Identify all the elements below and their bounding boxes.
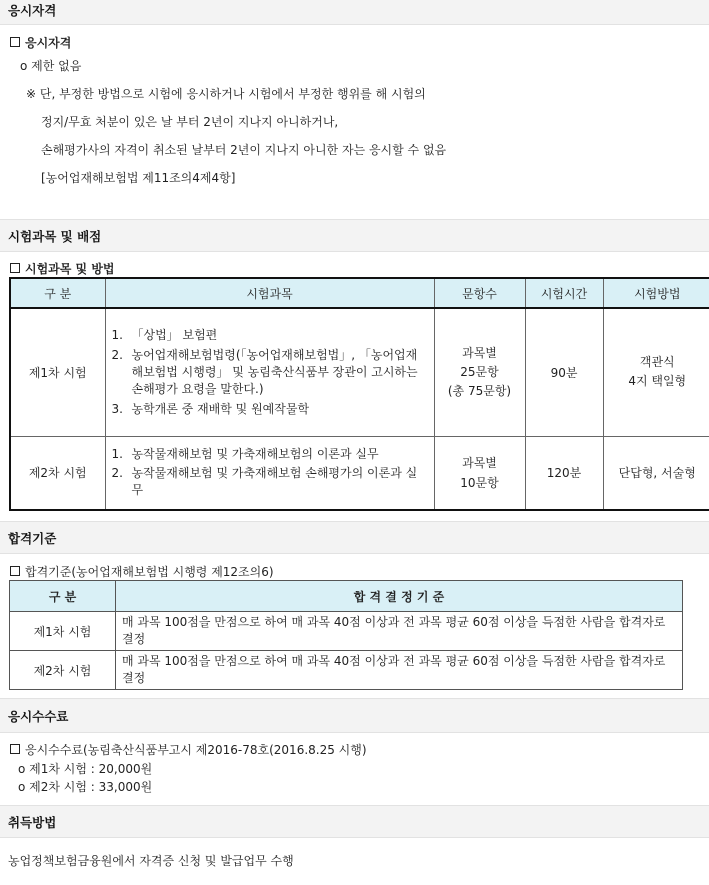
square-bullet-icon [10, 566, 20, 576]
table-row [10, 612, 683, 651]
list-item: 1. 농작물재해보험 및 가축재해보험의 이론과 실무 [111, 447, 379, 462]
section-header-pass [0, 521, 709, 554]
section-header-acquisition [0, 805, 709, 838]
header-criteria: 합 격 결 정 기 준 [116, 581, 683, 612]
table-header-row [10, 581, 683, 612]
stage-cell: 제2차 시험 [10, 651, 116, 690]
stage-cell: 제1차 시험 [10, 612, 116, 651]
section-header-qualification [0, 0, 709, 25]
subjects-cell [105, 308, 434, 436]
section-title: 취득방법 [8, 814, 57, 830]
section-title: 시험과목 및 배점 [8, 228, 102, 244]
criteria-cell: 매 과목 100점을 만점으로 하여 매 과목 40점 이상과 전 과목 평균 60점 이상을 득점한 사람을 합격자로 결정 [116, 612, 683, 651]
section-title: 응시자격 [8, 2, 57, 18]
header-method: 시험방법 [603, 278, 709, 308]
stage-cell: 제2차 시험 [10, 436, 105, 510]
exam-subheading: 시험과목 및 방법 [10, 260, 115, 277]
pass-subheading: 합격기준(농어업재해보험법 시행령 제12조의6) [10, 563, 274, 580]
section-header-exam [0, 219, 709, 252]
note-line: ※ 단, 부정한 방법으로 시험에 응시하거나 시험에서 부정한 행위를 해 시험의 [26, 87, 426, 101]
section-title: 응시수수료 [8, 708, 69, 724]
pass-criteria-table [9, 580, 683, 690]
list-item: 2. 농어업재해보험법령(「농어업재해보험법」, 「농어업재해보험법 시행령」 및 농림축산식품부 장관이 고시하는 손해평가 요령을 말한다.) [111, 347, 418, 396]
square-bullet-icon [10, 263, 20, 273]
law-reference: [농어업재해보험법 제11조의4제4항] [41, 171, 236, 185]
method-cell: 단답형, 서술형 [603, 436, 709, 510]
time-cell: 120분 [525, 436, 603, 510]
no-limit-text: o 제한 없음 [20, 59, 82, 73]
acquisition-text: 농업정책보험금융원에서 자격증 신청 및 발급업무 수행 [8, 854, 294, 868]
header-subjects: 시험과목 [105, 278, 434, 308]
fee-item: o 제1차 시험 : 20,000원 [18, 762, 153, 776]
list-item: 3. 농학개론 중 재배학 및 원예작물학 [111, 401, 310, 416]
list-item: 1. 「상법」 보험편 [111, 327, 218, 342]
qualification-subheading: 응시자격 [10, 34, 71, 51]
section-header-fee [0, 698, 709, 733]
note-line: 손해평가사의 자격이 취소된 날부터 2년이 지나지 아니한 자는 응시할 수 없음 [41, 143, 447, 157]
questions-cell: 과목별 25문항 (총 75문항) [434, 308, 525, 436]
table-row [10, 308, 709, 436]
time-cell: 90분 [525, 308, 603, 436]
section-title: 합격기준 [8, 530, 57, 546]
square-bullet-icon [10, 37, 20, 47]
table-row [10, 436, 709, 510]
list-item: 2. 농작물재해보험 및 가축재해보험 손해평가의 이론과 실무 [111, 466, 418, 498]
exam-subjects-table [9, 277, 709, 511]
fee-subheading: 응시수수료(농림축산식품부고시 제2016-78호(2016.8.25 시행) [10, 741, 367, 758]
questions-cell: 과목별 10문항 [434, 436, 525, 510]
header-stage: 구 분 [10, 581, 116, 612]
criteria-cell: 매 과목 100점을 만점으로 하여 매 과목 40점 이상과 전 과목 평균 60점 이상을 득점한 사람을 합격자로 결정 [116, 651, 683, 690]
header-questions: 문항수 [434, 278, 525, 308]
table-row [10, 651, 683, 690]
fee-item: o 제2차 시험 : 33,000원 [18, 780, 153, 794]
method-cell: 객관식 4지 택일형 [603, 308, 709, 436]
header-time: 시험시간 [525, 278, 603, 308]
table-header-row [10, 278, 709, 308]
stage-cell: 제1차 시험 [10, 308, 105, 436]
square-bullet-icon [10, 744, 20, 754]
header-stage: 구 분 [10, 278, 105, 308]
note-line: 정지/무효 처분이 있은 날 부터 2년이 지나지 아니하거나, [41, 115, 339, 129]
subjects-cell [105, 436, 434, 510]
